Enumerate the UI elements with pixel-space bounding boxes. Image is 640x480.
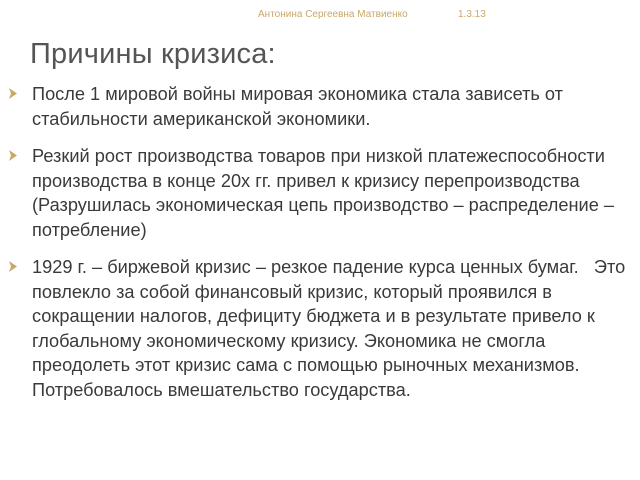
gold-bullet-icon xyxy=(8,261,17,272)
slide-header xyxy=(0,9,640,25)
bullet-text: После 1 мировой войны мировая экономика стала зависеть от стабильности американской экономики. xyxy=(32,84,569,129)
slide-title: Причины кризиса: xyxy=(30,38,276,70)
bullet-list xyxy=(8,82,636,415)
bullet-item xyxy=(8,255,636,402)
bullet-text: Резкий рост производства товаров при низкой платежеспособности производства в конце 20х гг. привел к кризису перепроизводства (Разрушилась экономическая цепь производство – распределение – потребление) xyxy=(32,146,620,240)
bullet-item xyxy=(8,82,636,131)
gold-bullet-icon xyxy=(8,88,17,99)
gold-bullet-icon xyxy=(8,150,17,161)
author-name: Антонина Сергеевна Матвиенко xyxy=(258,9,408,20)
bullet-text: 1929 г. – биржевой кризис – резкое падение курса ценных бумаг. Это повлекло за собой финансовый кризис, который проявился в сокращении налогов, дефициту бюджета и в результате привело к глобальному экономическому кризису. Экономика не смогла преодолеть этот кризис сама с помощью рыночных механизмов. Потребовалось вмешательство государства. xyxy=(32,257,631,400)
bullet-item xyxy=(8,144,636,242)
slide-date: 1.3.13 xyxy=(458,9,486,20)
